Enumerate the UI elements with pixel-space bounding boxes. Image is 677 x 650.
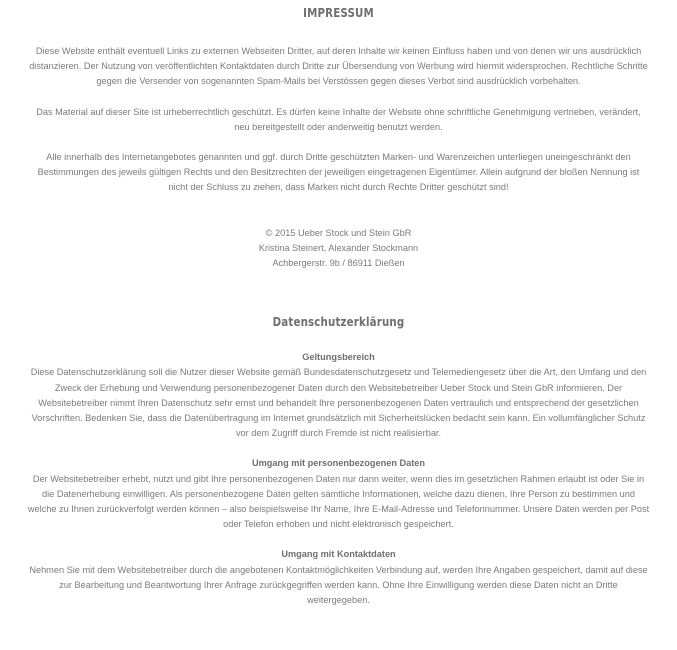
datenschutz-title: Datenschutzerklärung xyxy=(272,314,405,330)
text-line: Diese Website enthält eventuell Links zu externen Webseiten Dritter, auf deren Inhalte wir keinen Einfluss haben und von denen wir uns ausdrücklich xyxy=(35,46,642,56)
section-heading-personenbezogene-daten: Umgang mit personenbezogenen Daten xyxy=(251,458,426,469)
text-line: Zweck der Erhebung und Verwendung personenbezogener Daten durch den Websitebetreiber Ueber Stock und Stein GbR informieren. Der xyxy=(54,382,623,393)
text-line: Das Material auf dieser Site ist urheberrechtlich geschützt. Es dürfen keine Inhalte der Website ohne schriftliche Genehmigung vertrieben, verändert, xyxy=(36,106,641,117)
impressum-paragraph-links xyxy=(2,44,675,90)
section-text-personenbezogene-daten xyxy=(2,472,675,533)
owners-line: Kristina Steinert, Alexander Stockmann xyxy=(258,242,419,253)
text-line: welche zu Ihnen zurückverfolgt werden können – also beispielsweise Ihr Name, Ihre E-Mail-Adresse und Telefonnummer. Unsere Daten werden per Post xyxy=(27,504,650,515)
text-line: Nehmen Sie mit dem Websitebetreiber durch die angebotenen Kontaktmöglichkeiten Verbindung auf, werden Ihre Angaben gespeichert, damit auf diese xyxy=(29,564,648,575)
text-line: die Datenerhebung einwilligen. Als personenbezogene Daten gelten sämtliche Informationen, welche dazu dienen, Ihre Person zu bestimmen und xyxy=(42,488,635,499)
page xyxy=(0,5,677,608)
text-line: vor dem Zugriff durch Fremde ist nicht realisierbar. xyxy=(235,428,442,439)
section-heading-geltungsbereich: Geltungsbereich xyxy=(302,352,375,363)
text-line: Vorschriften. Bedenken Sie, dass die Datenübertragung im Internet grundsätzlich mit Sicherheitslücken bedacht sein kann. Ein vollumfänglicher Schutz xyxy=(31,413,646,424)
section-heading-kontaktdaten: Umgang mit Kontaktdaten xyxy=(281,549,396,560)
text-line: gegen die Versender von sogenannten Spam-Mails bei Verstössen gegen dieses Verbot sind ausdrücklich vorbehalten. xyxy=(96,76,581,87)
text-line: Websitebetreiber nimmt Ihren Datenschutz sehr ernst und behandelt Ihre personenbezogenen Daten vertraulich und entsprechend der gesetzlichen xyxy=(38,397,639,408)
text-line: Der Websitebetreiber erhebt, nutzt und gibt Ihre personenbezogenen Daten nur dann weiter, wenn dies im gesetzlichen Rahmen erlaubt ist oder Sie in xyxy=(32,473,645,484)
impressum-paragraph-copyright-material xyxy=(2,105,675,135)
text-line: neu bereitgestellt oder anderweitig benutzt werden. xyxy=(234,121,443,132)
text-line: Bestimmungen des jeweils gültigen Rechts und den Besitzrechten der jeweiligen eingetragenen Eigentümer. Allein aufgrund der bloßen Nennung ist xyxy=(37,167,640,178)
text-line: distanzieren. Der Nutzung von veröffentlichten Kontaktdaten durch Dritte zur Übersendung von Werbung wird hiermit widersprochen. Rechtliche Schritte xyxy=(29,61,648,72)
copyright-line: © 2015 Ueber Stock und Stein GbR xyxy=(265,227,412,238)
impressum-title: IMPRESSUM xyxy=(303,5,374,20)
company-address xyxy=(2,226,675,272)
text-line: weitergegeben. xyxy=(307,595,370,606)
text-line: Alle innerhalb des Internetangebotes genannten und ggf. durch Dritte geschützten Marken- und Warenzeichen unterliegen uneingeschränkt den xyxy=(46,152,631,163)
text-line: Diese Datenschutzerklärung soll die Nutzer dieser Website gemäß Bundesdatenschutzgesetz und Telemediengesetz über die Art, den Umfang und den xyxy=(30,367,647,378)
text-line: nicht der Schluss zu ziehen, dass Marken nicht durch Rechte Dritter geschützt sind! xyxy=(168,182,509,193)
street-line: Achbergerstr. 9b / 86911 Dießen xyxy=(272,258,405,269)
section-text-kontaktdaten xyxy=(2,563,675,609)
text-line: zur Bearbeitung und Beantwortung Ihrer Anfrage zurückgegriffen werden kann. Ohne Ihre Einwilligung werden diese Daten nicht an Dritte xyxy=(59,579,618,590)
section-text-geltungsbereich xyxy=(2,365,675,441)
impressum-paragraph-trademarks xyxy=(2,150,675,196)
text-line: oder Telefon erhoben und nicht elektronisch gespeichert. xyxy=(223,519,454,530)
